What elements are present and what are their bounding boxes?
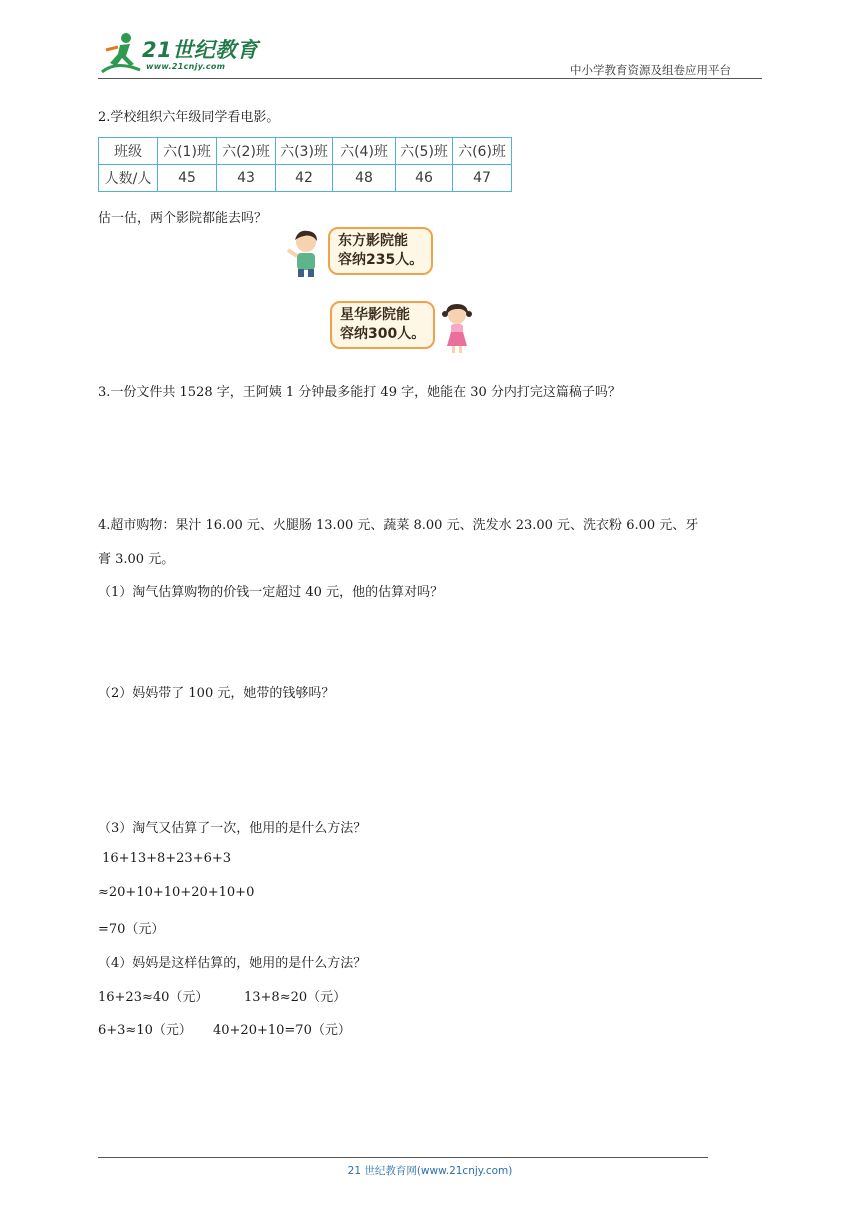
table-cell: 六(3)班 <box>276 138 333 165</box>
q4-line2: 膏 3.00 元。 <box>98 552 175 567</box>
footer-text: 21 世纪教育网(www.21cnjy.com) <box>347 1165 513 1177</box>
runner-logo-icon <box>96 30 146 76</box>
table-cell: 47 <box>453 165 512 192</box>
bubble-line: 星华影院能 <box>340 307 410 323</box>
q4-sub4: （4）妈妈是这样估算的，她用的是什么方法？ <box>98 956 367 971</box>
table-cell: 46 <box>396 165 453 192</box>
q3-text: 3.一份文件共 1528 字，王阿姨 1 分钟最多能打 49 字，她能在 30 分内打完这篇稿子吗？ <box>98 385 621 400</box>
platform-name: 中小学教育资源及组卷应用平台 <box>570 63 731 77</box>
xinghua-cinema-bubble <box>330 301 435 349</box>
table-cell: 48 <box>333 165 396 192</box>
q4-sub3: （3）淘气又估算了一次，他用的是什么方法？ <box>98 821 367 836</box>
q4-method1b: 13+8≈20（元） <box>244 990 347 1005</box>
q4-sub1: （1）淘气估算购物的价钱一定超过 40 元，他的估算对吗？ <box>98 585 444 600</box>
boy-character-icon <box>284 228 326 278</box>
q4-method1a: 16+23≈40（元） <box>98 990 209 1005</box>
table-cell: 六(5)班 <box>396 138 453 165</box>
q4-method2a: 6+3≈10（元） <box>98 1023 192 1038</box>
table-cell: 43 <box>217 165 276 192</box>
row-header-count: 人数/人 <box>99 165 158 192</box>
footer-divider <box>98 1157 708 1158</box>
table-cell: 六(6)班 <box>453 138 512 165</box>
q2-prompt: 估一估，两个影院都能去吗？ <box>98 211 268 226</box>
east-cinema-bubble <box>328 227 433 275</box>
q4-calc1: 16+13+8+23+6+3 <box>98 851 232 866</box>
q4-line1: 4.超市购物：果汁 16.00 元、火腿肠 13.00 元、蔬菜 8.00 元、洗发水 23.00 元、洗衣粉 6.00 元、牙 <box>98 518 699 533</box>
table-row <box>99 165 512 192</box>
bubble-line: 东方影院能 <box>338 233 408 249</box>
q4-method2b: 40+20+10=70（元） <box>213 1023 351 1038</box>
logo-text: 21世纪教育 <box>142 38 259 62</box>
table-cell: 45 <box>158 165 217 192</box>
q4-calc2: ≈20+10+10+20+10+0 <box>98 885 255 900</box>
table-cell: 六(2)班 <box>217 138 276 165</box>
header-divider <box>98 78 762 79</box>
table-cell: 六(4)班 <box>333 138 396 165</box>
q2-title: 2.学校组织六年级同学看电影。 <box>98 110 280 125</box>
table-row <box>99 138 512 165</box>
q4-sub2: （2）妈妈带了 100 元，她带的钱够吗？ <box>98 686 335 701</box>
bubble-line: 容纳235人。 <box>338 252 424 268</box>
logo-url: www.21cnjy.com <box>146 62 226 71</box>
bubble-line: 容纳300人。 <box>340 326 426 342</box>
table-cell: 六(1)班 <box>158 138 217 165</box>
table-cell: 42 <box>276 165 333 192</box>
row-header-class: 班级 <box>99 138 158 165</box>
girl-character-icon <box>437 302 475 354</box>
q4-calc3: =70（元） <box>98 922 165 937</box>
class-count-table <box>98 137 512 192</box>
